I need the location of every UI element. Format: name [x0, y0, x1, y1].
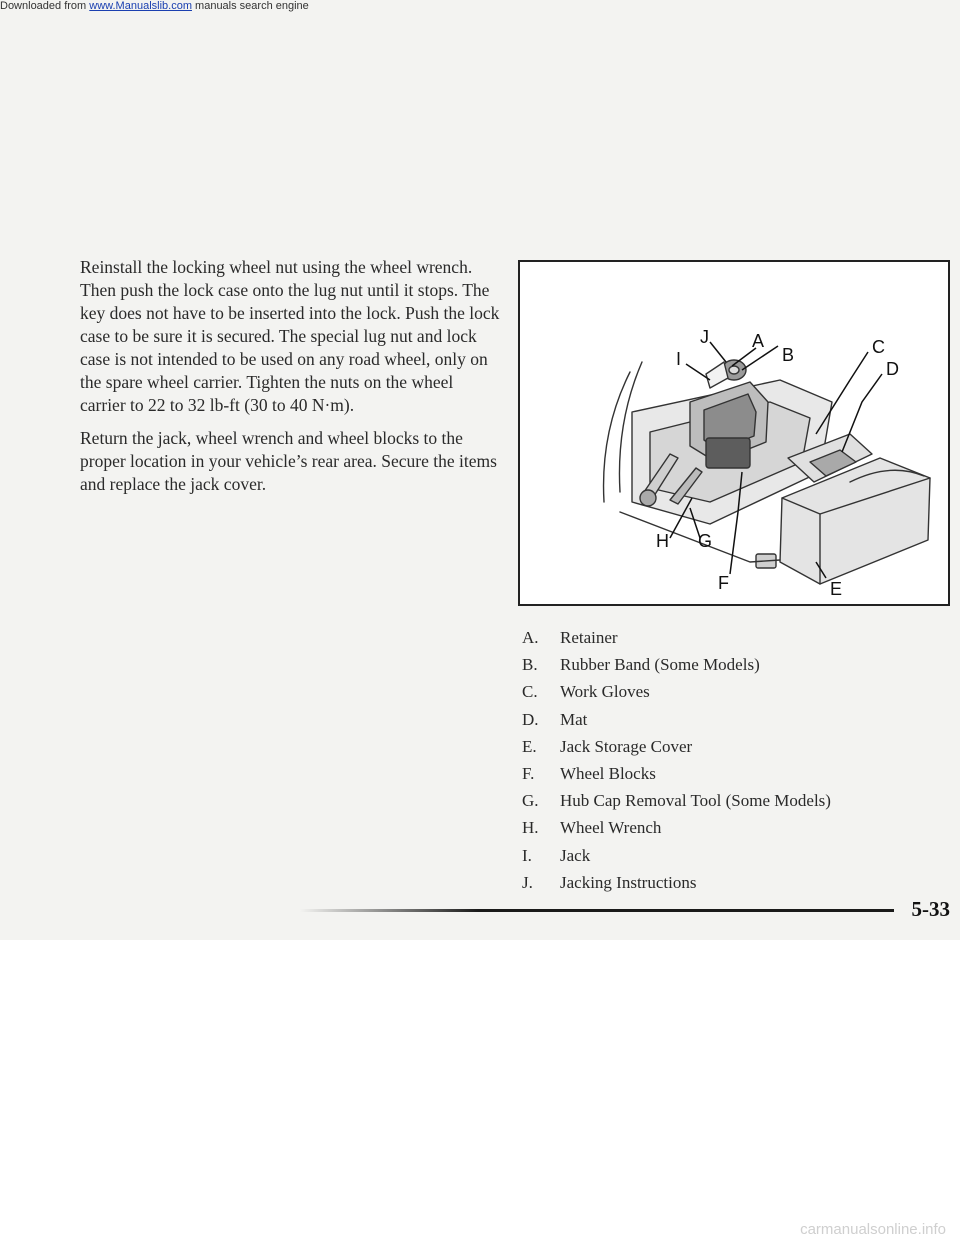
parts-legend	[522, 624, 952, 896]
manualslib-link[interactable]: www.Manualslib.com	[89, 0, 192, 12]
legend-item: G. Hub Cap Removal Tool (Some Models)	[522, 791, 831, 811]
legend-item: I. Jack	[522, 845, 591, 865]
callout-a: A	[752, 331, 765, 351]
legend-item: A. Retainer	[522, 628, 618, 647]
callout-i: I	[676, 349, 682, 369]
callout-e: E	[830, 579, 843, 599]
body-text	[80, 256, 500, 506]
legend-item: D. Mat	[522, 709, 588, 729]
download-header: Downloaded from www.Manualslib.com manuals search engine	[0, 0, 309, 12]
legend-item: C. Work Gloves	[522, 682, 650, 702]
paragraph-return-jack: Return the jack, wheel wrench and wheel blocks to the proper location in your vehicle’s rear area. Secure the items and replace the jack cover.	[80, 428, 497, 494]
illustration-drawing	[520, 262, 948, 604]
legend-item: H. Wheel Wrench	[522, 818, 662, 838]
callout-g: G	[698, 531, 713, 551]
legend-item: B. Rubber Band (Some Models)	[522, 655, 760, 675]
legend-item: F. Wheel Blocks	[522, 763, 656, 783]
footer-rule	[300, 909, 894, 912]
legend-item: E. Jack Storage Cover	[522, 736, 693, 756]
jack-storage-illustration	[518, 260, 950, 606]
page-number: 5-33	[911, 897, 950, 921]
callout-b: B	[782, 345, 795, 365]
callout-f: F	[718, 573, 729, 593]
watermark-footer: carmanualsonline.info	[800, 1221, 946, 1238]
callout-j: J	[700, 327, 709, 347]
paragraph-lock-nut: Reinstall the locking wheel nut using the wheel wrench. Then push the lock case onto the lug nut until it stops. The key does not have to be inserted into the lock. Push the lock case to be sure it is secured. The special lug nut and lock case is not intended to be used on any road wheel, only on the spare wheel carrier. Tighten the nuts on the wheel carrier to 22 to 32 lb-ft (30 to 40 N·m).	[80, 257, 500, 415]
callout-c: C	[872, 337, 885, 357]
legend-item: J. Jacking Instructions	[522, 872, 697, 892]
callout-d: D	[886, 359, 899, 379]
callout-h: H	[656, 531, 669, 551]
